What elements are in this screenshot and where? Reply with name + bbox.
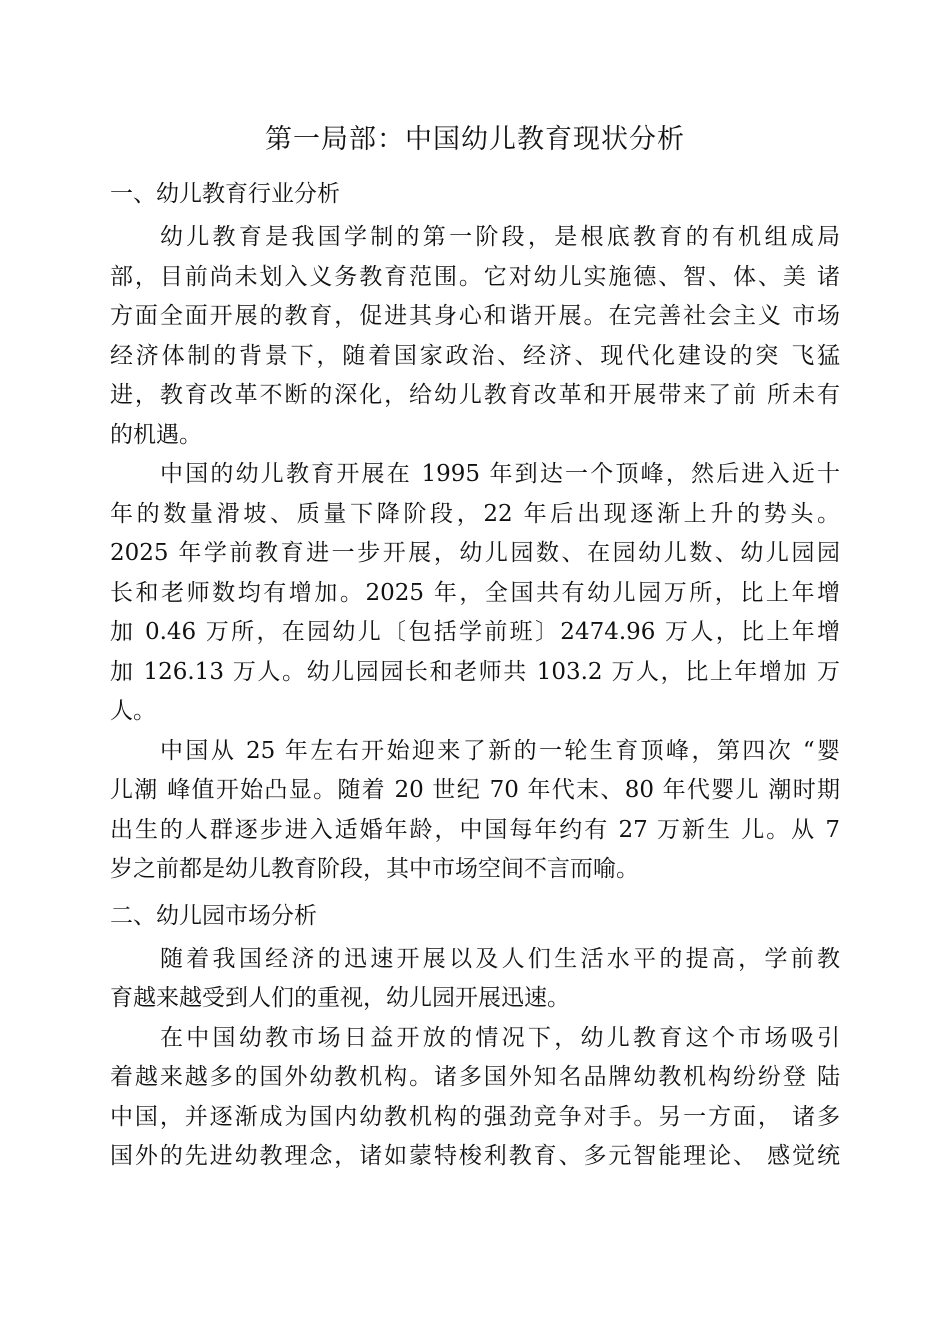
- text-line: 方面全面开展的教育，促进其身心和谐开展。在完善社会主义 市场: [110, 303, 840, 329]
- text-line: 岁之前都是幼儿教育阶段，其中市场空间不言而喻。: [110, 856, 639, 882]
- text-line: 年的数量滑坡、质量下降阶段，22 年后出现逐渐上升的势头。: [110, 500, 840, 527]
- text-line: 育越来越受到人们的重视，幼儿园开展迅速。: [110, 985, 570, 1011]
- text-line: 儿潮 峰值开始凸显。随着 20 世纪 70 年代末、80 年代婴儿 潮时期: [110, 777, 840, 803]
- text-line: 长和老师数均有增加。2025 年，全国共有幼儿园万所，比上年增: [110, 579, 840, 606]
- text-line: 中国的幼儿教育开展在 1995 年到达一个顶峰，然后进入近十: [160, 461, 840, 487]
- text-line: 2025 年学前教育进一步开展，幼儿园数、在园幼儿数、幼儿园园: [110, 540, 840, 566]
- section-heading-2: 二、幼儿园市场分析: [110, 902, 317, 929]
- text-line: 经济体制的背景下，随着国家政治、经济、现代化建设的突 飞猛: [110, 342, 840, 369]
- text-line: 加 0.46 万所，在园幼儿〔包括学前班〕2474.96 万人，比上年增: [110, 619, 840, 645]
- paragraph-1-3: [110, 732, 840, 890]
- text-line: 在中国幼教市场日益开放的情况下，幼儿教育这个市场吸引: [160, 1024, 840, 1051]
- paragraph-1-2: [110, 455, 840, 732]
- text-line: 随着我国经济的迅速开展以及人们生活水平的提高，学前教: [160, 945, 840, 972]
- text-line: 中国从 25 年左右开始迎来了新的一轮生育顶峰，第四次 “婴: [160, 737, 840, 764]
- document-body: [110, 174, 840, 1177]
- text-line: 加 126.13 万人。幼儿园园长和老师共 103.2 万人，比上年增加 万: [110, 658, 840, 685]
- text-line: 进，教育改革不断的深化，给幼儿教育改革和开展带来了前 所未有: [110, 382, 840, 408]
- text-line: 着越来越多的国外幼教机构。诸多国外知名品牌幼教机构纷纷登 陆: [110, 1064, 840, 1090]
- text-line: 人。: [110, 698, 156, 724]
- section-heading-1: 一、幼儿教育行业分析: [110, 181, 340, 207]
- paragraph-2-1: [110, 940, 840, 1019]
- text-line: 中国，并逐渐成为国内幼教机构的强劲竞争对手。另一方面， 诸多: [110, 1103, 840, 1130]
- text-line: 的机遇。: [110, 421, 202, 448]
- text-line: 国外的先进幼教理念，诸如蒙特梭利教育、多元智能理论、 感觉统: [110, 1143, 840, 1169]
- paragraph-2-2: [110, 1019, 840, 1177]
- document-title: 第一局部：中国幼儿教育现状分析: [265, 124, 685, 155]
- text-line: 出生的人群逐步进入适婚年龄，中国每年约有 27 万新生 儿。从 7: [110, 816, 840, 843]
- text-line: 部，目前尚未划入义务教育范围。它对幼儿实施德、智、体、美 诸: [110, 263, 840, 290]
- text-line: 幼儿教育是我国学制的第一阶段，是根底教育的有机组成局: [160, 224, 840, 250]
- paragraph-1-1: [110, 218, 840, 455]
